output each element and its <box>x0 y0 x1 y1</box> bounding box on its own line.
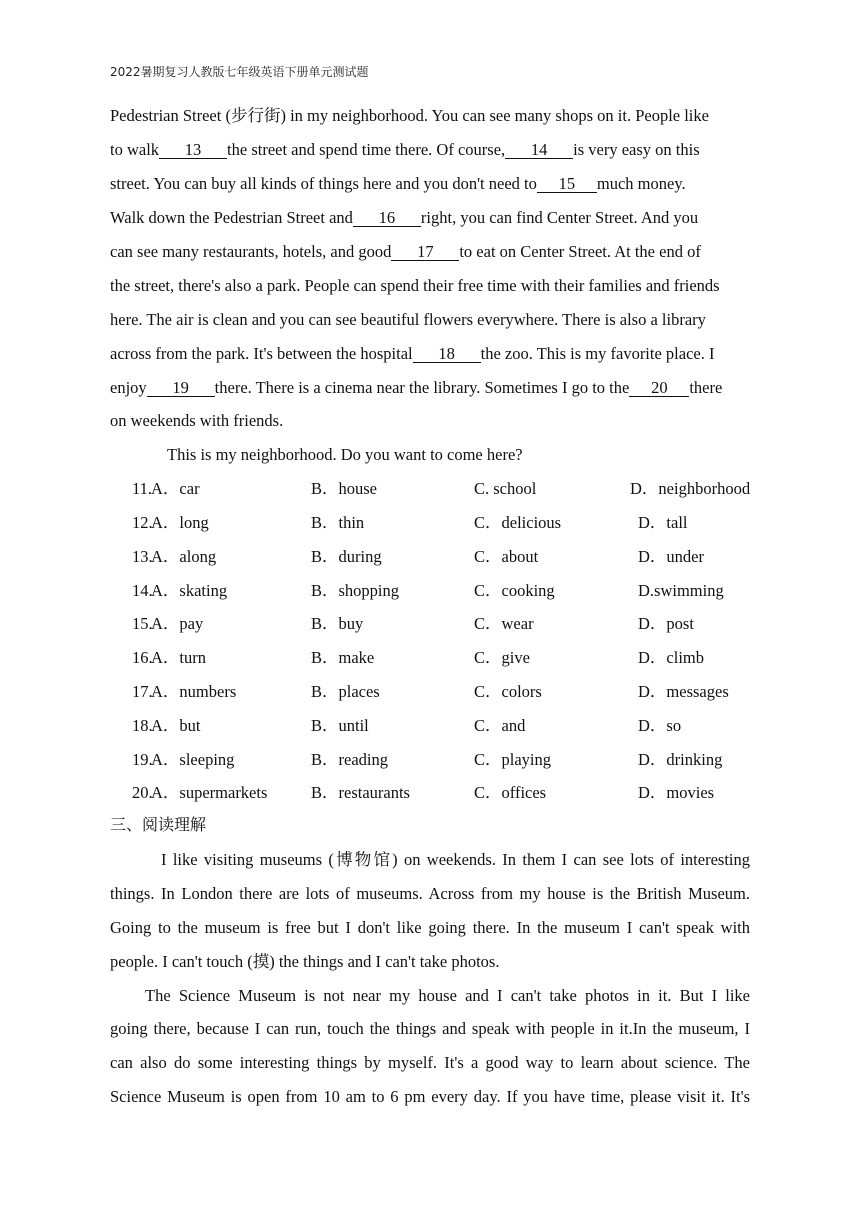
passage-line: Pedestrian Street (步行街) in my neighborhood. You can see many shops on it. People like <box>110 106 709 125</box>
option-d[interactable]: D．post <box>638 614 694 633</box>
question-number: 16. <box>132 648 153 667</box>
reading-line: things. In London there are lots of museums. Across from my house is the British Museum. <box>110 884 750 903</box>
option-b[interactable]: B．buy <box>311 614 364 633</box>
option-c[interactable]: C．wear <box>474 614 534 633</box>
option-a[interactable]: A．skating <box>151 581 228 600</box>
option-a[interactable]: A．but <box>151 716 201 735</box>
option-c[interactable]: C．colors <box>474 682 542 701</box>
passage-line <box>110 378 750 398</box>
section-title: 三、阅读理解 <box>110 815 207 834</box>
passage-text: right, you can find Center Street. And you <box>420 208 699 227</box>
question-number: 12. <box>132 513 153 532</box>
blank-17: 17 <box>391 243 459 261</box>
option-c[interactable]: C．about <box>474 547 539 566</box>
passage-line: the street, there's also a park. People can spend their free time with their families and friends <box>110 276 720 295</box>
passage-text: the street and spend time there. Of course, <box>227 140 506 159</box>
option-d[interactable]: D．climb <box>638 648 704 667</box>
passage-line <box>110 140 750 160</box>
option-a[interactable]: A．sleeping <box>151 750 235 769</box>
blank-20: 20 <box>629 379 689 397</box>
passage-text: the zoo. This is my favorite place. I <box>480 344 715 363</box>
passage-line <box>110 174 750 194</box>
option-c[interactable]: C．and <box>474 716 526 735</box>
option-d[interactable]: D．neighborhood <box>630 479 751 498</box>
option-d[interactable]: D．drinking <box>638 750 723 769</box>
blank-15: 15 <box>537 175 597 193</box>
page-header: 2022暑期复习人教版七年级英语下册单元测试题 <box>110 65 369 79</box>
passage-closing: This is my neighborhood. Do you want to come here? <box>167 445 523 464</box>
option-c[interactable]: C. school <box>474 479 537 498</box>
passage-line: here. The air is clean and you can see beautiful flowers everywhere. There is also a library <box>110 310 706 329</box>
passage-text: Walk down the Pedestrian Street and <box>110 208 353 227</box>
option-c[interactable]: C．offices <box>474 783 547 802</box>
reading-line: I like visiting museums (博物馆) on weekends. In them I can see lots of interesting <box>161 850 750 869</box>
option-d[interactable]: D．under <box>638 547 704 566</box>
passage-line <box>110 344 750 364</box>
option-d[interactable]: D.swimming <box>638 581 724 600</box>
option-c[interactable]: C．playing <box>474 750 551 769</box>
reading-line: can also do some interesting things by myself. It's a good way to learn about science. The <box>110 1053 750 1072</box>
passage-text: much money. <box>596 174 686 193</box>
option-d[interactable]: D．so <box>638 716 682 735</box>
question-number: 18. <box>132 716 153 735</box>
question-number: 17. <box>132 682 153 701</box>
question-number: 19. <box>132 750 153 769</box>
option-b[interactable]: B．house <box>311 479 377 498</box>
passage-text: across from the park. It's between the hospital <box>110 344 413 363</box>
passage-text: can see many restaurants, hotels, and good <box>110 242 392 261</box>
option-a[interactable]: A．turn <box>151 648 206 667</box>
passage-line <box>110 242 750 262</box>
option-b[interactable]: B．reading <box>311 750 388 769</box>
option-d[interactable]: D．movies <box>638 783 715 802</box>
option-b[interactable]: B．until <box>311 716 369 735</box>
option-c[interactable]: C．delicious <box>474 513 562 532</box>
option-b[interactable]: B．during <box>311 547 382 566</box>
option-a[interactable]: A．numbers <box>151 682 237 701</box>
option-b[interactable]: B．places <box>311 682 380 701</box>
reading-line: The Science Museum is not near my house and I can't take photos in it. But I like <box>145 986 750 1005</box>
option-b[interactable]: B．restaurants <box>311 783 410 802</box>
option-b[interactable]: B．thin <box>311 513 365 532</box>
reading-line: Going to the museum is free but I don't like going there. In the museum I can't speak with <box>110 918 750 937</box>
passage-line <box>110 208 750 228</box>
question-number: 14. <box>132 581 153 600</box>
blank-16: 16 <box>353 209 421 227</box>
option-a[interactable]: A．pay <box>151 614 204 633</box>
option-a[interactable]: A．along <box>151 547 217 566</box>
option-d[interactable]: D．messages <box>638 682 729 701</box>
passage-text: there. There is a cinema near the library. Sometimes I go to the <box>214 378 630 397</box>
passage-text: street. You can buy all kinds of things here and you don't need to <box>110 174 537 193</box>
blank-19: 19 <box>147 379 215 397</box>
reading-line: people. I can't touch (摸) the things and I can't take photos. <box>110 952 500 971</box>
passage-text: to eat on Center Street. At the end of <box>459 242 701 261</box>
blank-14: 14 <box>505 141 573 159</box>
reading-line: going there, because I can run, touch the things and speak with people in it.In the museum, I <box>110 1019 750 1038</box>
passage-line: on weekends with friends. <box>110 411 284 430</box>
question-number: 11. <box>132 479 153 498</box>
reading-line: Science Museum is open from 10 am to 6 pm every day. If you have time, please visit it. It's <box>110 1087 750 1106</box>
passage-text: there <box>689 378 723 397</box>
option-b[interactable]: B．shopping <box>311 581 400 600</box>
option-c[interactable]: C．give <box>474 648 530 667</box>
question-number: 15. <box>132 614 153 633</box>
blank-18: 18 <box>413 345 481 363</box>
option-a[interactable]: A．car <box>151 479 200 498</box>
option-c[interactable]: C．cooking <box>474 581 555 600</box>
passage-text: to walk <box>110 140 160 159</box>
option-a[interactable]: A．supermarkets <box>151 783 268 802</box>
option-d[interactable]: D．tall <box>638 513 688 532</box>
question-number: 20. <box>132 783 153 802</box>
passage-text: is very easy on this <box>573 140 700 159</box>
option-a[interactable]: A．long <box>151 513 209 532</box>
option-b[interactable]: B．make <box>311 648 375 667</box>
blank-13: 13 <box>159 141 227 159</box>
question-number: 13. <box>132 547 153 566</box>
passage-text: enjoy <box>110 378 147 397</box>
